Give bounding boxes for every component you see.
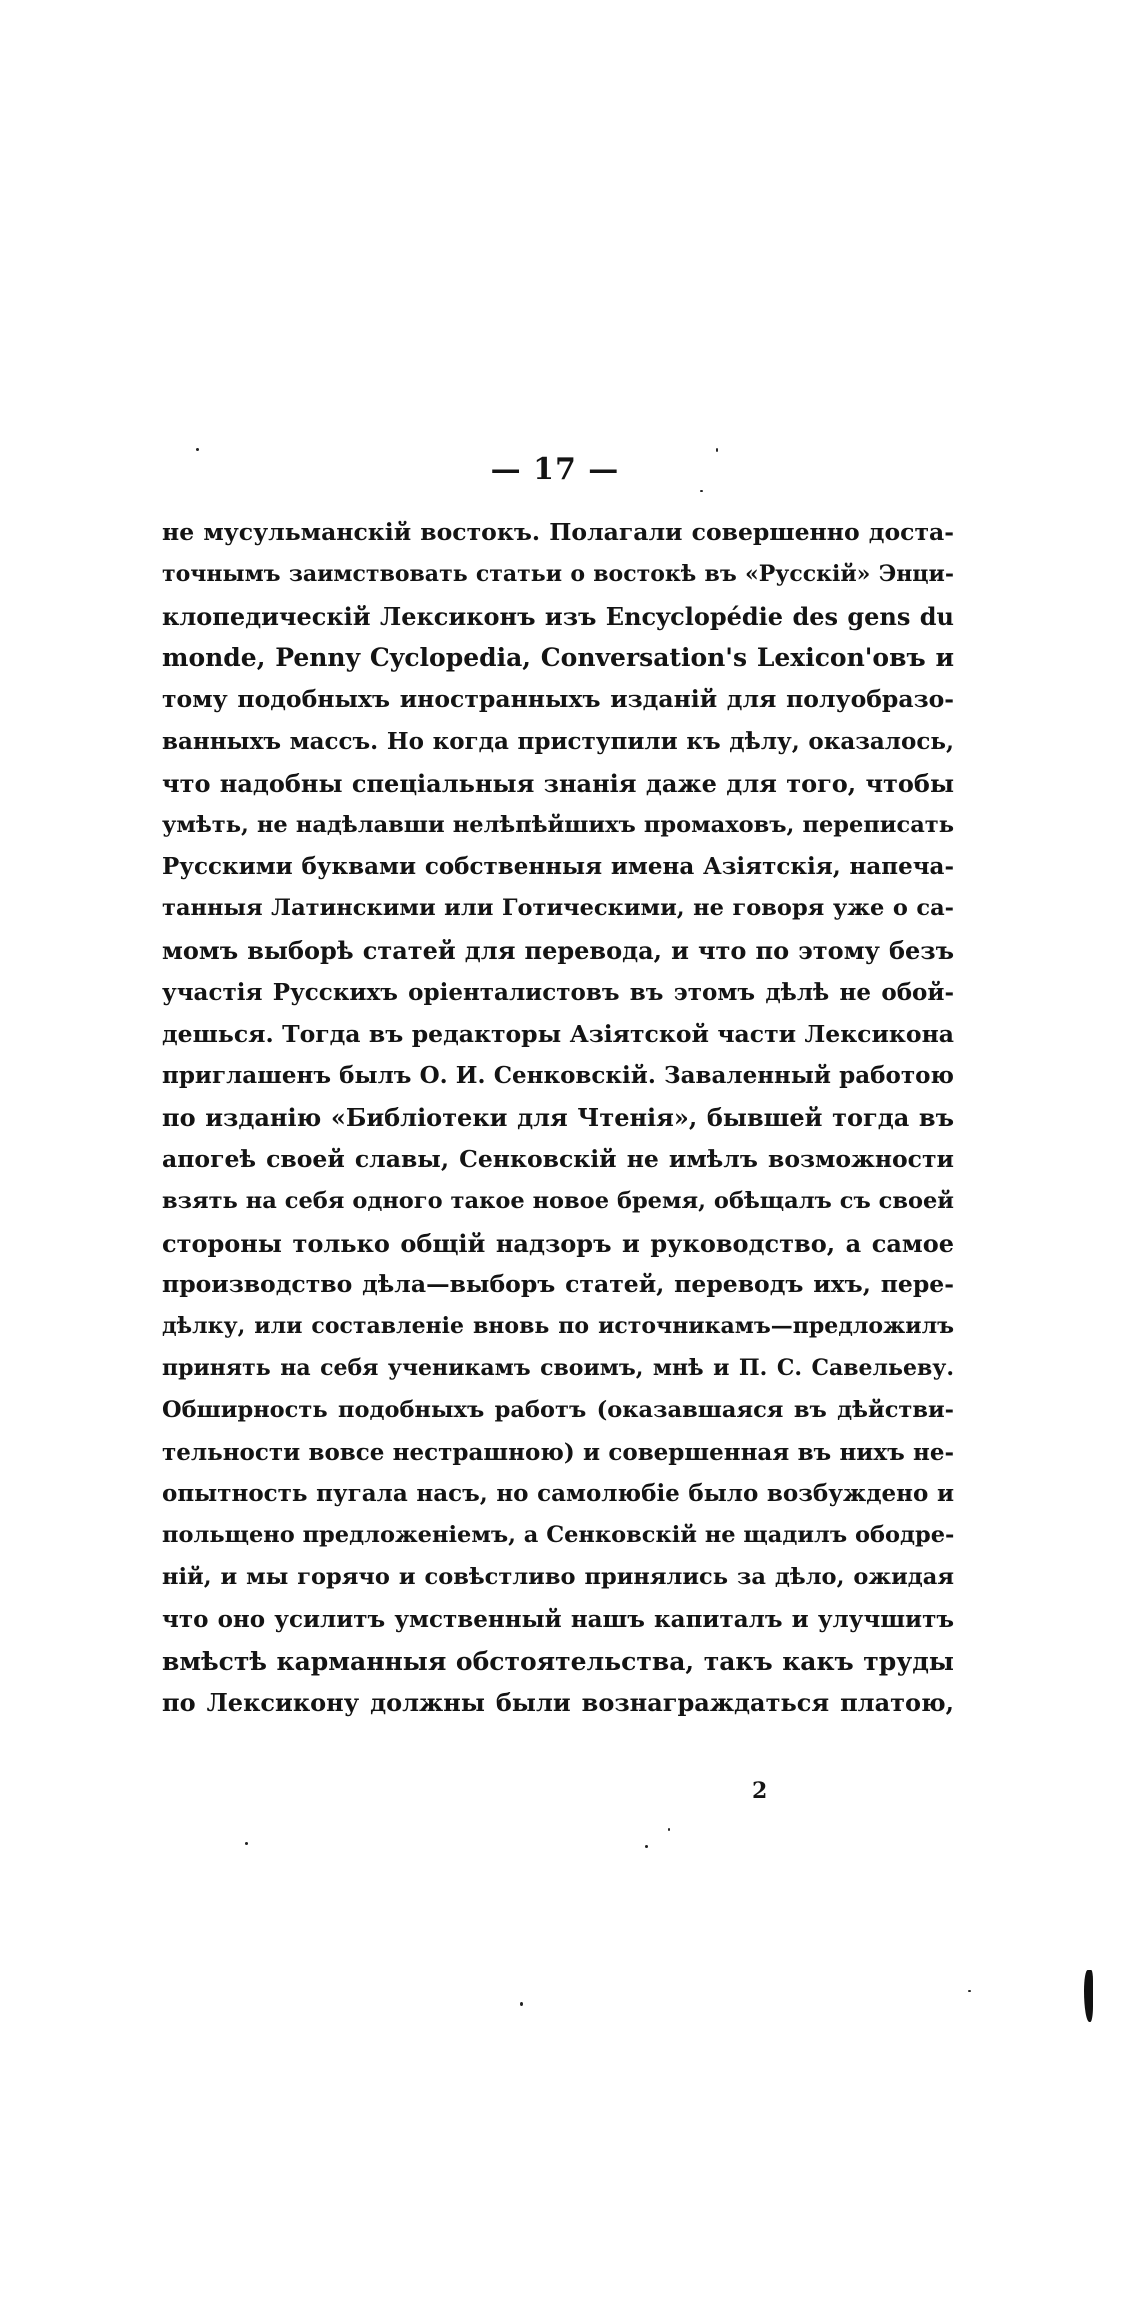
text-line: ній, и мы горячо и совѣстливо принялись за дѣло, ожидая (162, 1563, 954, 1590)
text-line: дѣлку, или составленіе вновь по источникамъ—предложилъ (162, 1313, 954, 1340)
text-line: производство дѣла—выборъ статей, переводъ ихъ, пере- (162, 1270, 954, 1299)
text-line: опытность пугала насъ, но самолюбіе было возбуждено и (162, 1480, 954, 1508)
text-line: по изданію «Библіотеки для Чтенія», бывшей тогда въ (162, 1103, 954, 1133)
text-line: точнымъ заимствовать статьи о востокѣ въ «Русскій» Энци- (162, 560, 954, 587)
text-line: участія Русскихъ оріенталистовъ въ этомъ дѣлѣ не обой- (162, 978, 954, 1006)
scan-speck (700, 490, 703, 492)
text-line: что надобны спеціальныя знанія даже для того, чтобы (162, 768, 954, 798)
text-line: не мусульманскій востокъ. Полагали совершенно доста- (162, 518, 954, 546)
text-line: Русскими буквами собственныя имена Азіятскія, напеча- (162, 853, 954, 881)
text-line: Обширность подобныхъ работъ (оказавшаяся въ дѣйстви- (162, 1396, 954, 1423)
text-line: клопедическій Лексиконъ изъ Encyclopédie des gens du (162, 601, 954, 631)
scan-speck (645, 1845, 648, 1848)
page-number: — 17 — (490, 452, 620, 487)
signature-mark: 2 (752, 1778, 768, 1804)
text-line: monde, Penny Cyclopedia, Conversation's Lexicon'овъ и (162, 643, 954, 673)
body-text (162, 512, 954, 1724)
scan-speck (196, 448, 199, 451)
scan-speck (668, 1828, 670, 1831)
text-line: стороны только общій надзоръ и руководство, а самое (162, 1228, 954, 1258)
text-line: момъ выборѣ статей для перевода, и что по этому безъ (162, 935, 954, 965)
text-line: дешься. Тогда въ редакторы Азіятской части Лексикона (162, 1019, 954, 1048)
text-line: тому подобныхъ иностранныхъ изданій для полуобразо- (162, 685, 954, 714)
text-line: приглашенъ былъ О. И. Сенковскій. Заваленный работою (162, 1062, 954, 1090)
text-line: вмѣстѣ карманныя обстоятельства, такъ какъ труды (162, 1646, 954, 1676)
text-line: взять на себя одного такое новое бремя, обѣщалъ съ своей (162, 1187, 954, 1214)
text-line: принять на себя ученикамъ своимъ, мнѣ и П. С. Савельеву. (162, 1354, 954, 1381)
page-edge-mark (1084, 1970, 1093, 2022)
text-line: что оно усилитъ умственный нашъ капиталъ и улучшитъ (162, 1605, 954, 1633)
text-line: ванныхъ массъ. Но когда приступили къ дѣлу, оказалось, (162, 727, 954, 755)
text-line: по Лексикону должны были вознаграждаться платою, (162, 1688, 954, 1718)
scan-speck (520, 2002, 523, 2006)
text-line: танныя Латинскими или Готическими, не говоря уже о са- (162, 895, 954, 922)
text-line: польщено предложеніемъ, а Сенковскій не щадилъ ободре- (162, 1522, 954, 1549)
text-line: апогеѣ своей славы, Сенковскій не имѣлъ возможности (162, 1144, 954, 1173)
text-line: умѣть, не надѣлавши нелѣпѣйшихъ промаховъ, переписать (162, 811, 954, 838)
text-line: тельности вовсе нестрашною) и совершенная въ нихъ не- (162, 1438, 954, 1466)
scan-speck (716, 448, 718, 452)
scan-speck (245, 1842, 248, 1845)
scan-speck (968, 1990, 971, 1992)
